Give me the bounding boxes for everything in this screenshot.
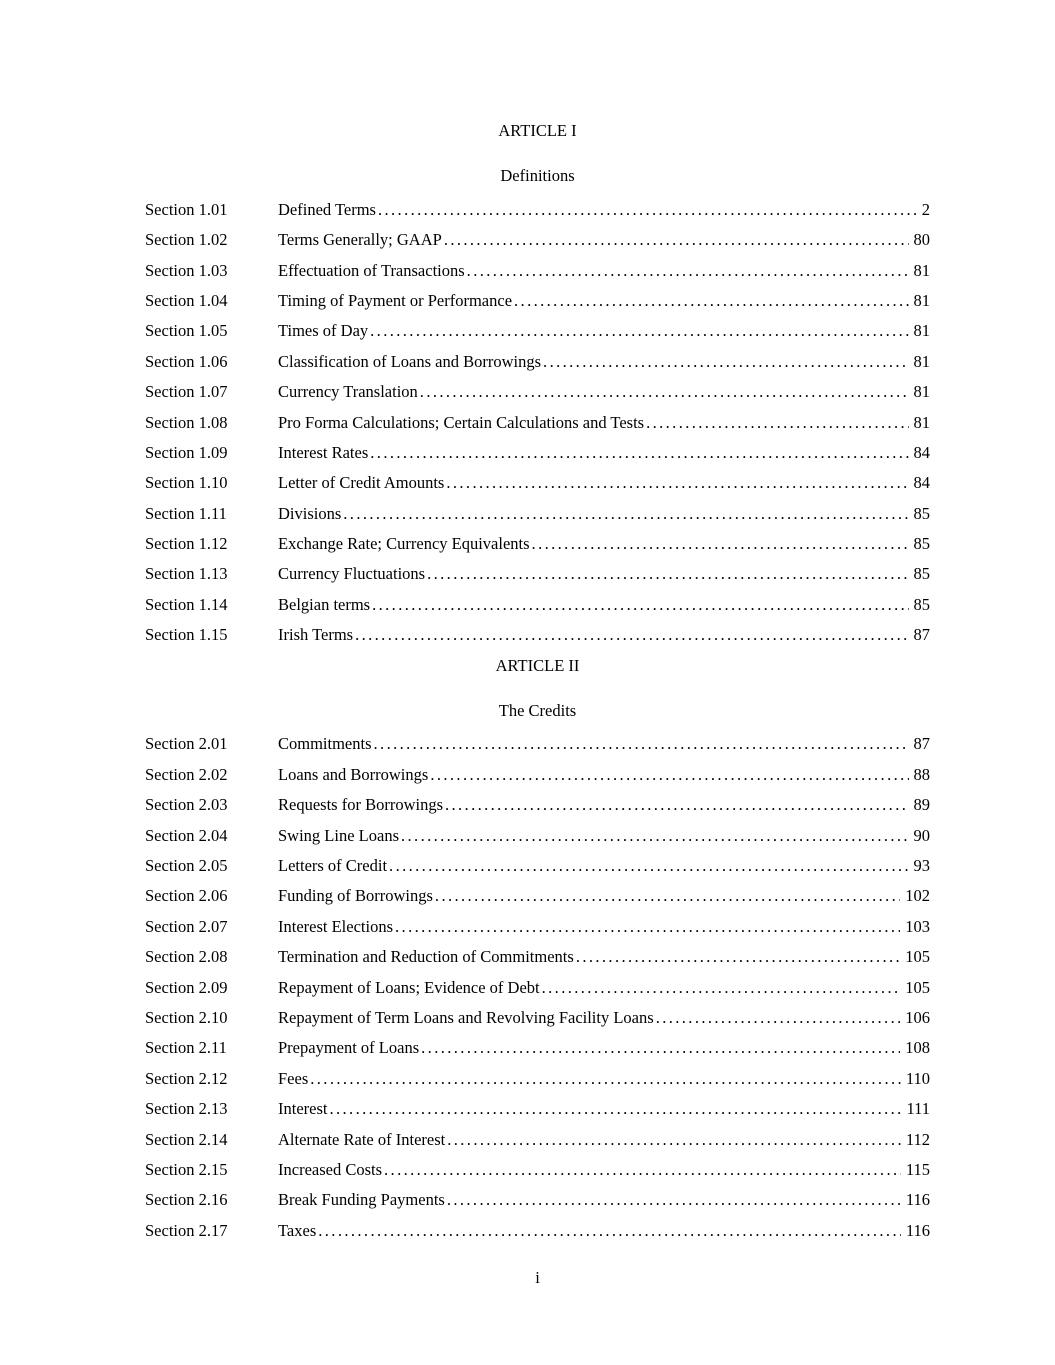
toc-entry-section: Section 2.02 (145, 764, 228, 784)
toc-entry-title: Interest Elections (278, 916, 394, 936)
table-of-contents (145, 116, 930, 1246)
toc-entry-section: Section 1.12 (145, 534, 228, 554)
toc-entry-title: Alternate Rate of Interest (278, 1129, 446, 1149)
toc-entry-title: Defined Terms (278, 199, 376, 219)
toc-entry-title: Requests for Borrowings (278, 795, 443, 815)
toc-entry (145, 468, 930, 498)
dot-leader (370, 316, 908, 346)
toc-entry (145, 316, 930, 346)
toc-entry-page: 81 (913, 412, 930, 432)
dot-leader (384, 1155, 901, 1185)
toc-entry-title: Currency Translation (278, 382, 418, 402)
toc-entry (145, 912, 930, 942)
toc-entry (145, 590, 930, 620)
toc-entry-page: 111 (906, 1099, 930, 1119)
toc-entry-page: 85 (913, 503, 930, 523)
toc-entry-section: Section 2.07 (145, 916, 228, 936)
toc-entry-page: 108 (905, 1038, 930, 1058)
dot-leader (395, 912, 900, 942)
toc-entry-title: Interest Rates (278, 442, 369, 462)
article-heading: ARTICLE I (498, 121, 577, 140)
dot-leader (446, 468, 908, 498)
toc-entry-section: Section 2.11 (145, 1038, 227, 1058)
toc-entry-title: Funding of Borrowings (278, 886, 433, 906)
toc-entry-section: Section 1.06 (145, 351, 228, 371)
dot-leader (355, 620, 908, 650)
toc-entry-page: 105 (905, 947, 930, 967)
toc-entry (145, 1125, 930, 1155)
toc-entry-title: Irish Terms (278, 625, 354, 645)
toc-entry-section: Section 2.15 (145, 1159, 228, 1179)
toc-entry-section: Section 2.05 (145, 855, 228, 875)
toc-entry-title: Break Funding Payments (278, 1190, 445, 1210)
toc-entry (145, 1094, 930, 1124)
toc-entry-page: 85 (913, 534, 930, 554)
toc-entry-page: 93 (913, 855, 930, 875)
toc-entry-section: Section 1.14 (145, 594, 228, 614)
toc-entry (145, 760, 930, 790)
toc-entry (145, 620, 930, 650)
toc-article (145, 651, 930, 1246)
toc-entry-section: Section 1.05 (145, 321, 228, 341)
toc-entry (145, 529, 930, 559)
toc-entry (145, 1155, 930, 1185)
toc-entry-section: Section 1.11 (145, 503, 227, 523)
toc-entry-title: Effectuation of Transactions (278, 260, 465, 280)
dot-leader (543, 347, 908, 377)
dot-leader (389, 851, 908, 881)
toc-entry-page: 103 (905, 916, 930, 936)
toc-entry-section: Section 2.09 (145, 977, 228, 997)
toc-entry-page: 87 (913, 625, 930, 645)
toc-entry-title: Repayment of Term Loans and Revolving Facility Loans (278, 1007, 654, 1027)
toc-entry (145, 729, 930, 759)
toc-entry (145, 377, 930, 407)
toc-entry-section: Section 2.12 (145, 1068, 228, 1088)
dot-leader (467, 256, 909, 286)
toc-entry (145, 1185, 930, 1215)
toc-entry-title: Letter of Credit Amounts (278, 473, 445, 493)
toc-entry (145, 790, 930, 820)
toc-entry-title: Interest (278, 1099, 328, 1119)
dot-leader (447, 1125, 901, 1155)
toc-entry-page: 112 (905, 1129, 930, 1149)
toc-entry-page: 81 (913, 260, 930, 280)
toc-entry-page: 115 (905, 1159, 930, 1179)
toc-entry-title: Pro Forma Calculations; Certain Calculations and Tests (278, 412, 645, 432)
toc-entry-page: 85 (913, 594, 930, 614)
toc-entry-title: Prepayment of Loans (278, 1038, 420, 1058)
toc-entry (145, 821, 930, 851)
toc-entry-section: Section 2.17 (145, 1220, 228, 1240)
toc-entry-page: 88 (913, 764, 930, 784)
toc-entry-section: Section 2.04 (145, 825, 228, 845)
dot-leader (420, 377, 909, 407)
dot-leader (378, 195, 917, 225)
toc-entry (145, 1216, 930, 1246)
toc-entry-page: 90 (913, 825, 930, 845)
toc-entry-page: 81 (913, 290, 930, 310)
toc-entry-page: 81 (913, 382, 930, 402)
dot-leader (401, 821, 909, 851)
toc-entry-title: Fees (278, 1068, 309, 1088)
toc-entry-section: Section 2.10 (145, 1007, 228, 1027)
dot-leader (435, 881, 900, 911)
dot-leader (370, 438, 908, 468)
dot-leader (372, 590, 908, 620)
dot-leader (656, 1003, 901, 1033)
toc-entry (145, 942, 930, 972)
toc-article (145, 116, 930, 651)
dot-leader (532, 529, 909, 559)
dot-leader (542, 973, 901, 1003)
toc-entry (145, 881, 930, 911)
toc-entry-section: Section 1.04 (145, 290, 228, 310)
toc-entry-section: Section 2.01 (145, 734, 228, 754)
toc-entry (145, 225, 930, 255)
dot-leader (310, 1064, 901, 1094)
toc-entry-section: Section 2.06 (145, 886, 228, 906)
toc-entry-section: Section 2.08 (145, 947, 228, 967)
toc-entry-section: Section 2.14 (145, 1129, 228, 1149)
toc-entry-page: 81 (913, 321, 930, 341)
toc-entry-page: 80 (913, 230, 930, 250)
toc-entry-page: 116 (905, 1190, 930, 1210)
dot-leader (445, 790, 909, 820)
toc-entry-section: Section 2.13 (145, 1099, 228, 1119)
toc-entry-section: Section 1.02 (145, 230, 228, 250)
dot-leader (329, 1094, 901, 1124)
toc-entry-section: Section 1.01 (145, 199, 228, 219)
toc-entry-page: 81 (913, 351, 930, 371)
toc-entry-title: Timing of Payment or Performance (278, 290, 513, 310)
toc-entry-section: Section 2.03 (145, 795, 228, 815)
toc-entry (145, 256, 930, 286)
dot-leader (318, 1216, 901, 1246)
toc-entry (145, 286, 930, 316)
dot-leader (514, 286, 908, 316)
dot-leader (430, 760, 908, 790)
page-number: i (535, 1268, 540, 1288)
toc-entry-page: 84 (913, 442, 930, 462)
toc-entry-section: Section 1.10 (145, 473, 228, 493)
toc-entry-section: Section 1.07 (145, 382, 228, 402)
toc-entry (145, 1064, 930, 1094)
toc-entry (145, 1033, 930, 1063)
toc-entry (145, 438, 930, 468)
toc-entry-title: Swing Line Loans (278, 825, 399, 845)
toc-entry-title: Increased Costs (278, 1159, 383, 1179)
toc-entry-page: 116 (905, 1220, 930, 1240)
toc-entry-title: Exchange Rate; Currency Equivalents (278, 534, 530, 554)
toc-entry-page: 84 (913, 473, 930, 493)
toc-entry-title: Currency Fluctuations (278, 564, 426, 584)
toc-entry-section: Section 1.09 (145, 442, 228, 462)
dot-leader (343, 499, 908, 529)
article-subheading: The Credits (498, 701, 577, 721)
dot-leader (576, 942, 900, 972)
dot-leader (374, 729, 909, 759)
toc-entry-title: Belgian terms (278, 594, 371, 614)
toc-entry-section: Section 2.16 (145, 1190, 228, 1210)
article-subheading: Definitions (500, 166, 575, 186)
toc-entry-page: 2 (921, 199, 930, 219)
toc-entry-page: 87 (913, 734, 930, 754)
toc-entry-title: Loans and Borrowings (278, 764, 429, 784)
toc-entry (145, 559, 930, 589)
toc-entry-section: Section 1.13 (145, 564, 228, 584)
toc-entry (145, 408, 930, 438)
toc-entry (145, 195, 930, 225)
toc-entry-title: Repayment of Loans; Evidence of Debt (278, 977, 540, 997)
toc-entry-title: Letters of Credit (278, 855, 388, 875)
toc-entry-page: 106 (905, 1007, 930, 1027)
toc-entry-page: 105 (905, 977, 930, 997)
toc-entry (145, 347, 930, 377)
toc-entry-section: Section 1.08 (145, 412, 228, 432)
toc-entry-title: Terms Generally; GAAP (278, 230, 442, 250)
article-heading: ARTICLE II (495, 655, 580, 675)
dot-leader (444, 225, 909, 255)
dot-leader (427, 559, 908, 589)
toc-entry (145, 851, 930, 881)
toc-entry-title: Times of Day (278, 321, 369, 341)
toc-entry-section: Section 1.03 (145, 260, 228, 280)
toc-entry-title: Divisions (278, 503, 342, 523)
toc-entry (145, 973, 930, 1003)
dot-leader (421, 1033, 900, 1063)
toc-entry-page: 110 (905, 1068, 930, 1088)
dot-leader (447, 1185, 901, 1215)
toc-entry-page: 89 (913, 795, 930, 815)
toc-entry (145, 1003, 930, 1033)
toc-entry-section: Section 1.15 (145, 625, 228, 645)
toc-entry-title: Taxes (278, 1220, 317, 1240)
toc-entry-page: 85 (913, 564, 930, 584)
toc-entry-title: Commitments (278, 734, 372, 754)
toc-entry-page: 102 (905, 886, 930, 906)
dot-leader (646, 408, 908, 438)
page-footer (145, 1263, 930, 1293)
toc-entry-title: Termination and Reduction of Commitments (278, 947, 574, 967)
toc-entry (145, 499, 930, 529)
toc-entry-title: Classification of Loans and Borrowings (278, 351, 542, 371)
